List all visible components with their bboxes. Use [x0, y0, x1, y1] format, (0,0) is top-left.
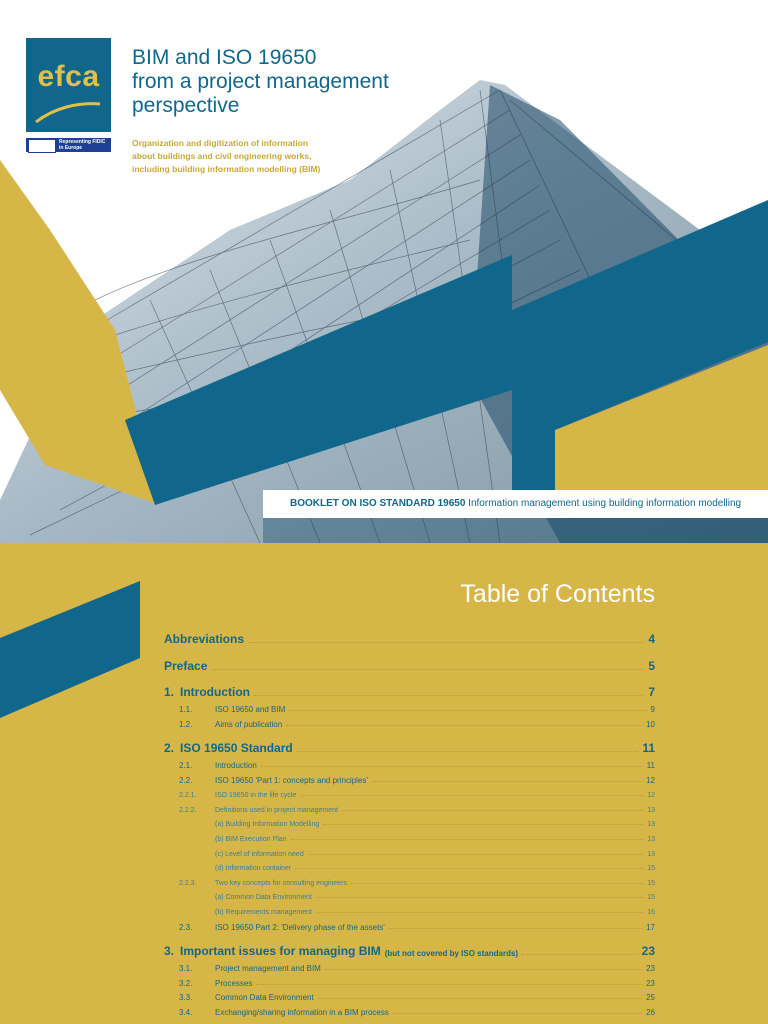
- toc-entry-number: 3.2.: [179, 979, 193, 988]
- toc-entry-number: 2.2.1.: [179, 792, 197, 799]
- toc-entry-number: 2.: [164, 741, 175, 755]
- toc-leader-dots: [286, 725, 642, 726]
- toc-leader-dots: [308, 854, 643, 855]
- toc-entry-page: 11: [646, 761, 655, 770]
- toc-leader-dots: [372, 781, 642, 782]
- toc-entry[interactable]: [179, 880, 655, 887]
- toc-entry[interactable]: [179, 720, 655, 729]
- toc-entry[interactable]: [215, 865, 655, 872]
- toc-entry-page: 15: [647, 894, 655, 901]
- toc-entry[interactable]: [215, 909, 655, 916]
- toc-entry-label: Project management and BIM: [215, 964, 321, 973]
- toc-leader-dots: [289, 710, 646, 711]
- fidic-badge: [26, 138, 111, 152]
- toc-entry-page: 5: [648, 659, 655, 673]
- toc-leader-dots: [295, 868, 643, 869]
- toc-leader-dots: [248, 642, 644, 643]
- toc-entry-label: Common Data Environment: [215, 993, 314, 1002]
- toc-leader-dots: [261, 766, 643, 767]
- toc-entry[interactable]: [179, 776, 655, 785]
- toc-entry-page: 13: [647, 807, 655, 814]
- toc-leader-dots: [211, 669, 644, 670]
- toc-leader-dots: [389, 928, 642, 929]
- toc-entry-label: Processes: [215, 979, 253, 988]
- fidic-text: Representing FIDIC in Europe: [59, 139, 106, 151]
- toc-entry-number: 3.1.: [179, 964, 193, 973]
- toc-entry-label: Two key concepts for consulting engineers: [215, 880, 347, 887]
- logo-swoosh-icon: [34, 98, 102, 124]
- booklet-banner: [263, 490, 768, 518]
- toc-entry-page: 23: [641, 944, 655, 958]
- toc-entry[interactable]: [179, 993, 655, 1002]
- toc-entry-page: 13: [647, 821, 655, 828]
- toc-entry[interactable]: [179, 807, 655, 814]
- toc-entry[interactable]: [164, 944, 655, 958]
- efca-logo: [26, 38, 111, 132]
- toc-entry[interactable]: [215, 894, 655, 901]
- toc-entry-label: ISO 19650 'Part 1: concepts and principles': [215, 776, 368, 785]
- toc-entry-label: (a) Common Data Environment: [215, 894, 312, 901]
- toc-entry-label: (d) Information container: [215, 865, 292, 872]
- toc-entry-label: (c) Level of information need: [215, 851, 304, 858]
- toc-entry-number: 1.2.: [179, 720, 193, 729]
- toc-entry-number: 2.2.: [179, 776, 193, 785]
- toc-entry[interactable]: [179, 923, 655, 932]
- toc-entry-label: Aims of publication: [215, 720, 283, 729]
- toc-entry-label: (a) Building Information Modelling: [215, 821, 320, 828]
- toc-entry-note: (but not covered by ISO standards): [384, 949, 519, 958]
- toc-entry[interactable]: [164, 632, 655, 646]
- subtitle-line: about buildings and civil engineering works,: [132, 151, 312, 161]
- toc-title: Table of Contents: [460, 580, 655, 608]
- toc-entry-page: 17: [646, 923, 655, 932]
- toc-entry-page: 12: [646, 776, 655, 785]
- toc-entry[interactable]: [179, 792, 655, 799]
- toc-entry-number: 2.2.2.: [179, 807, 197, 814]
- toc-leader-dots: [316, 897, 643, 898]
- toc-entry-page: 7: [648, 685, 655, 699]
- toc-entry[interactable]: [179, 761, 655, 770]
- toc-leader-dots: [291, 839, 644, 840]
- toc-entry-page: 15: [647, 865, 655, 872]
- toc-entry-label: Abbreviations: [164, 632, 245, 646]
- toc-entry-label: Exchanging/sharing information in a BIM process: [215, 1008, 389, 1017]
- toc-entry-label: Definitions used in project management: [215, 807, 338, 814]
- toc-leader-dots: [316, 912, 643, 913]
- toc-entry[interactable]: [164, 741, 655, 755]
- toc-entry-page: 11: [642, 741, 655, 755]
- toc-entry-number: 1.1.: [179, 705, 193, 714]
- toc-leader-dots: [297, 751, 639, 752]
- toc-entry-label: Preface: [164, 659, 208, 673]
- toc-entry[interactable]: [215, 851, 655, 858]
- toc-entry-page: 23: [646, 964, 655, 973]
- toc-entry-label: Important issues for managing BIM: [180, 944, 381, 958]
- toc-entry-label: Introduction: [215, 761, 257, 770]
- toc-entry[interactable]: [215, 836, 655, 843]
- toc-entry[interactable]: [179, 979, 655, 988]
- toc-entry-label: (b) Requirements management: [215, 909, 312, 916]
- toc-entry-label: ISO 19650 Standard: [180, 741, 293, 755]
- toc-entry-number: 3.3.: [179, 993, 193, 1002]
- toc-entry-page: 16: [647, 909, 655, 916]
- toc-leader-dots: [351, 883, 643, 884]
- toc-leader-dots: [318, 998, 642, 999]
- cover-title: [132, 46, 389, 118]
- toc-entry-page: 26: [646, 1008, 655, 1017]
- toc-entry-label: ISO 19650 in the life cycle: [215, 792, 297, 799]
- logo-text: efca: [37, 60, 100, 93]
- toc-entry-page: 10: [646, 720, 655, 729]
- toc-entry[interactable]: [164, 685, 655, 699]
- toc-leader-dots: [342, 810, 643, 811]
- toc-leader-dots: [256, 984, 642, 985]
- toc-entry-label: Introduction: [180, 685, 250, 699]
- toc-entry-page: 13: [647, 836, 655, 843]
- toc-entry[interactable]: [215, 821, 655, 828]
- toc-entry[interactable]: [179, 1008, 655, 1017]
- toc-leader-dots: [300, 795, 643, 796]
- toc-entry[interactable]: [179, 964, 655, 973]
- toc-entry-number: 2.3.: [179, 923, 193, 932]
- toc-entry[interactable]: [179, 705, 655, 714]
- fidic-flag-icon: [28, 139, 56, 153]
- cover-subtitle: [132, 137, 352, 176]
- toc-entry-page: 23: [646, 979, 655, 988]
- subtitle-line: including building information modelling (BIM): [132, 164, 321, 174]
- toc-entry-number: 2.1.: [179, 761, 193, 770]
- toc-entry-page: 12: [647, 792, 655, 799]
- booklet-label: BOOKLET ON ISO STANDARD 19650: [290, 498, 466, 509]
- toc-entry-label: ISO 19650 and BIM: [215, 705, 286, 714]
- toc-leader-dots: [325, 969, 642, 970]
- toc-leader-dots: [323, 824, 643, 825]
- toc-leader-dots: [393, 1013, 642, 1014]
- toc-entry-page: 13: [647, 851, 655, 858]
- toc-page: [0, 543, 768, 1024]
- toc-entry-number: 3.: [164, 944, 175, 958]
- toc-entry-page: 4: [648, 632, 655, 646]
- toc-entry-number: 1.: [164, 685, 175, 699]
- toc-entry-label: (b) BIM Execution Plan: [215, 836, 287, 843]
- subtitle-line: Organization and digitization of information: [132, 138, 309, 148]
- toc-entry-page: 25: [646, 993, 655, 1002]
- toc-entry-label: ISO 19650 Part 2: 'Delivery phase of the assets': [215, 923, 385, 932]
- booklet-description: Information management using building information modelling: [465, 498, 742, 509]
- title-line: from a project management: [132, 70, 389, 93]
- toc-entry-page: 9: [650, 705, 655, 714]
- toc-leader-dots: [254, 695, 644, 696]
- title-line: perspective: [132, 94, 240, 117]
- toc-leader-dots: [522, 954, 638, 955]
- toc-entry[interactable]: [164, 659, 655, 673]
- toc-entry-page: 15: [647, 880, 655, 887]
- toc-entry-number: 3.4.: [179, 1008, 193, 1017]
- toc-entry-number: 2.2.3.: [179, 880, 197, 887]
- title-line: BIM and ISO 19650: [132, 46, 317, 69]
